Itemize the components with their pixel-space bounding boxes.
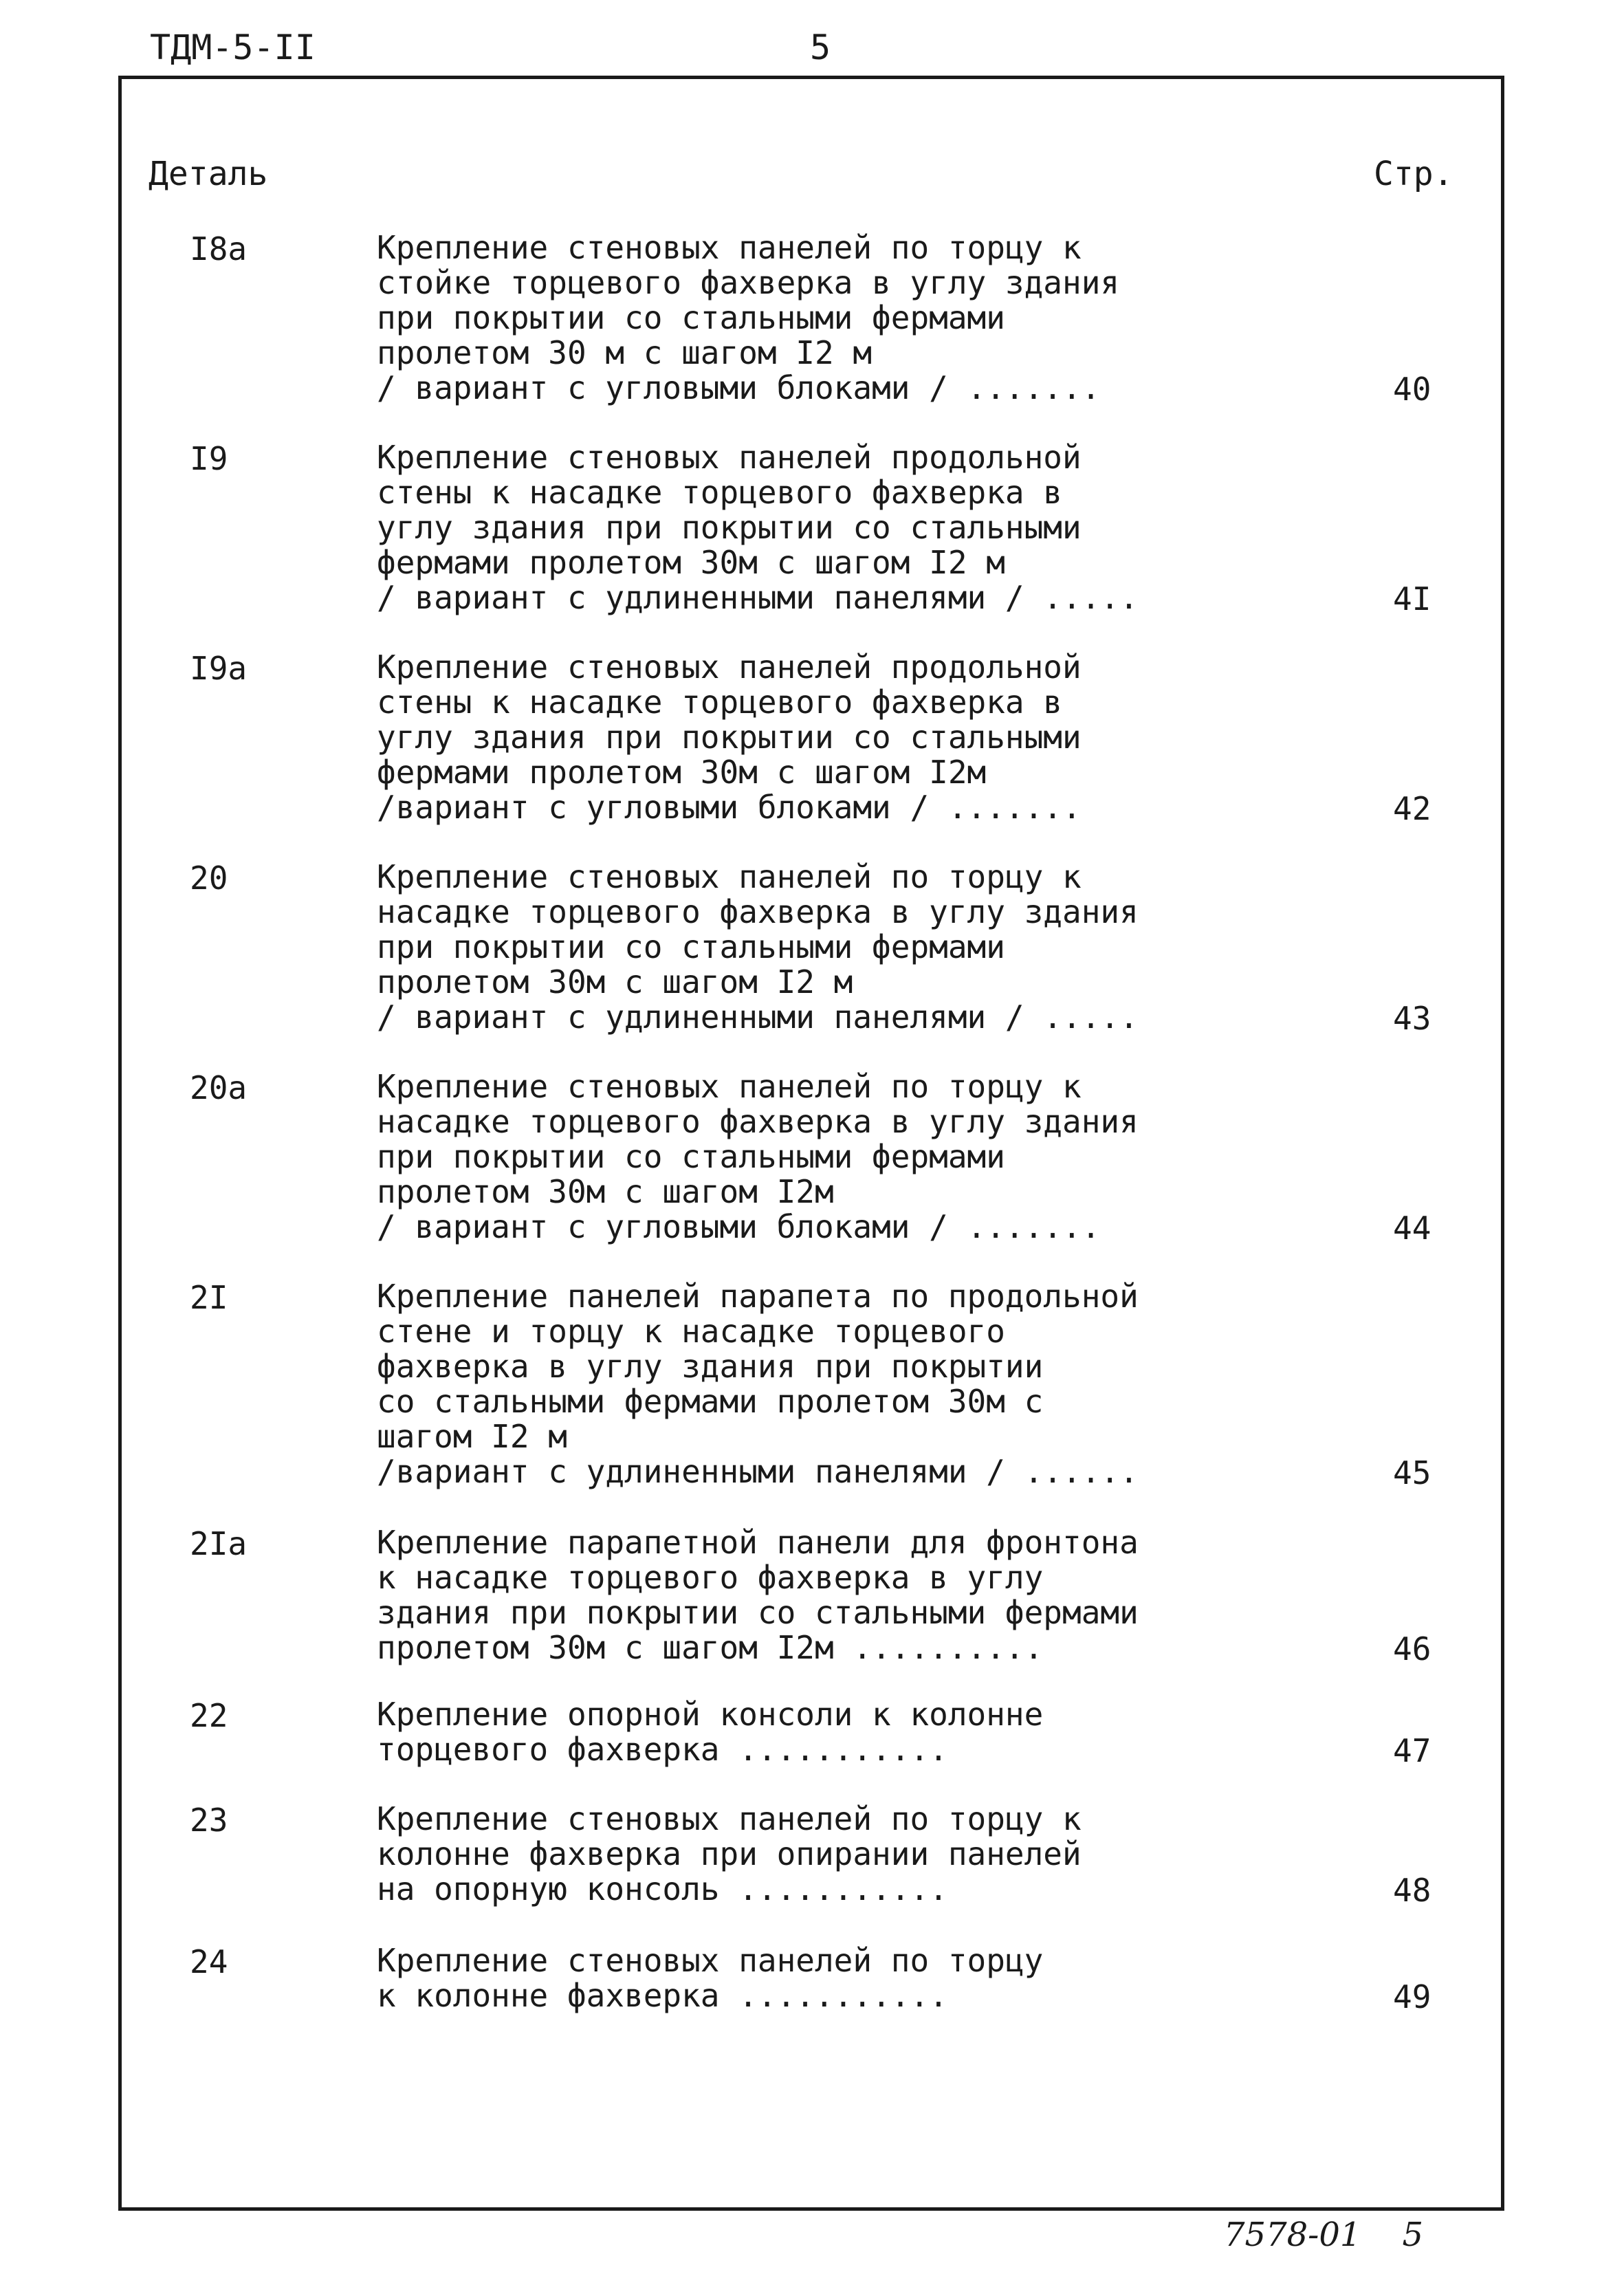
entry-title-line: стены к насадке торцевого фахверка в [377,474,1062,511]
entry-title-line: со стальными фермами пролетом 30м с [377,1383,1044,1420]
entry-title-line: при покрытии со стальными фермами [377,1138,1005,1175]
entry-title-line: пролетом 30м с шагом I2м [377,1173,834,1210]
entry-title [377,1525,1139,1665]
entry-title-line: к колонне фахверка ........... [377,1977,948,2014]
entry-title-line: / вариант с удлиненными панелями / ..... [377,998,1139,1036]
entry-title-line: насадке торцевого фахверка в углу здания [377,893,1139,930]
entry-number: 23 [190,1802,228,1839]
entry-title-line: фермами пролетом 30м с шагом I2 м [377,544,1005,581]
entry-title-line: / вариант с угловыми блоками / ....... [377,369,1101,406]
entry-number: 2I [190,1279,228,1316]
entry-title-line: / вариант с удлиненными панелями / ..... [377,579,1139,616]
entry-title-line: пролетом 30м с шагом I2м .......... [377,1629,1044,1666]
entry-title-line: Крепление стеновых панелей по торцу [377,1942,1044,1979]
entry-page-number: 49 [1393,1978,1431,2015]
entry-title-line: пролетом 30м с шагом I2 м [377,963,853,1001]
entry-title-line: стене и торцу к насадке торцевого [377,1313,1005,1350]
entry-title-line: стены к насадке торцевого фахверка в [377,684,1062,721]
entry-title [377,1943,1043,2013]
entry-title [377,860,1139,1035]
footer-page-number: 5 [1402,2216,1423,2254]
entry-title-line: Крепление стеновых панелей по торцу к [377,858,1082,895]
entry-title-line: колонне фахверка при опирании панелей [377,1835,1082,1872]
entry-title [377,650,1082,825]
entry-number: 2Iа [190,1525,248,1562]
entry-page-number: 48 [1393,1872,1431,1909]
entry-title-line: Крепление стеновых панелей по торцу к [377,1800,1082,1837]
entry-title-line: Крепление стеновых панелей продольной [377,439,1082,476]
entry-page-number: 47 [1393,1732,1431,1769]
entry-title-line: торцевого фахверка ........... [377,1731,948,1768]
entry-number: 20а [190,1069,248,1106]
entry-page-number: 46 [1393,1630,1431,1668]
entry-title-line: / вариант с угловыми блоками / ....... [377,1208,1101,1245]
entry-title-line: Крепление опорной консоли к колонне [377,1696,1044,1733]
entry-title [377,1279,1139,1489]
header-code: ТДМ-5-II [150,28,316,67]
entry-title-line: /вариант с угловыми блоками / ....... [377,789,1082,826]
entry-title-line: на опорную консоль ........... [377,1870,948,1907]
entry-title-line: углу здания при покрытии со стальными [377,509,1082,546]
entry-page-number: 44 [1393,1210,1431,1247]
entry-title-line: Крепление стеновых панелей по торцу к [377,1068,1082,1105]
entry-title-line: /вариант с удлиненными панелями / ...... [377,1453,1139,1490]
entry-number: I8а [190,230,248,267]
entry-title-line: здания при покрытии со стальными фермами [377,1594,1139,1631]
footer-stamp [1224,2216,1423,2254]
entry-title-line: углу здания при покрытии со стальными [377,719,1082,756]
entry-page-number: 42 [1393,790,1431,827]
entry-title [377,1697,1043,1767]
entry-page-number: 45 [1393,1454,1431,1491]
entry-title-line: к насадке торцевого фахверка в углу [377,1559,1044,1596]
column-header-detail: Деталь [149,155,268,193]
entry-title-line: стойке торцевого фахверка в углу здания [377,264,1120,301]
entry-number: I9 [190,440,228,477]
entry-page-number: 4I [1393,580,1431,617]
entry-title-line: Крепление стеновых панелей продольной [377,648,1082,686]
entry-title-line: при покрытии со стальными фермами [377,928,1005,965]
entry-title-line: при покрытии со стальными фермами [377,299,1005,336]
header-page-number: 5 [810,28,831,67]
column-header-page: Стр. [1374,155,1453,193]
entry-page-number: 43 [1393,1000,1431,1037]
entry-title-line: Крепление панелей парапета по продольной [377,1278,1139,1315]
entry-title [377,230,1119,406]
entry-title [377,440,1139,615]
entry-number: I9а [190,650,248,687]
entry-title-line: насадке торцевого фахверка в углу здания [377,1103,1139,1140]
entry-number: 24 [190,1943,228,1980]
entry-title [377,1069,1139,1245]
entry-title-line: фахверка в углу здания при покрытии [377,1348,1044,1385]
entry-title-line: фермами пролетом 30м с шагом I2м [377,754,987,791]
entry-title-line: Крепление стеновых панелей по торцу к [377,229,1082,266]
entry-number: 22 [190,1697,228,1734]
entry-title-line: Крепление парапетной панели для фронтона [377,1524,1139,1561]
entry-title-line: шагом I2 м [377,1418,567,1455]
footer-sheet-number: 7578-01 [1224,2216,1361,2254]
entry-number: 20 [190,860,228,897]
entry-page-number: 40 [1393,371,1431,408]
entry-title [377,1802,1082,1907]
entry-title-line: пролетом 30 м с шагом I2 м [377,334,873,371]
